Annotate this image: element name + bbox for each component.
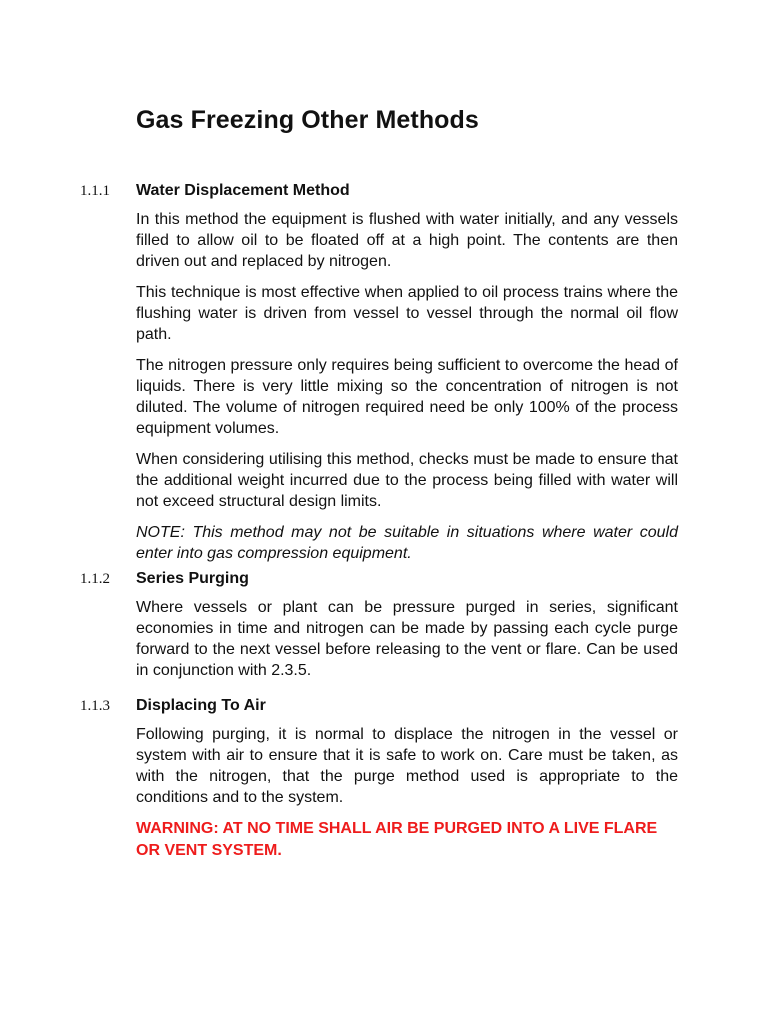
paragraph: The nitrogen pressure only requires being sufficient to overcome the head of liquids. There is very little mixing so the concentration of nitrogen is not diluted. The volume of nitrogen required need be only 100% of the process equipment volumes. bbox=[136, 357, 678, 437]
page-title: Gas Freezing Other Methods bbox=[136, 106, 479, 134]
section-body bbox=[136, 209, 678, 574]
paragraph: In this method the equipment is flushed with water initially, and any vessels filled to allow oil to be floated off at a high point. The contents are then driven out and replaced by nitrogen. bbox=[136, 211, 678, 270]
paragraph: Where vessels or plant can be pressure purged in series, significant economies in time and nitrogen can be made by passing each cycle purge forward to the next vessel before releasing to the vent or flare. Can be used in conjunction with 2.3.5. bbox=[136, 599, 678, 679]
paragraph: This technique is most effective when applied to oil process trains where the flushing water is driven from vessel to vessel through the normal oil flow path. bbox=[136, 284, 678, 343]
section-body bbox=[136, 724, 678, 872]
section-number: 1.1.3 bbox=[80, 698, 110, 714]
section-heading: Series Purging bbox=[136, 570, 249, 587]
paragraph: Following purging, it is normal to displace the nitrogen in the vessel or system with air to ensure that it is safe to work on. Care must be taken, as with the nitrogen, that the purge method used is appropriate to the conditions and to the system. bbox=[136, 726, 678, 806]
section-body bbox=[136, 597, 678, 691]
paragraph: When considering utilising this method, checks must be made to ensure that the additional weight incurred due to the process being filled with water will not exceed structural design limits. bbox=[136, 451, 678, 510]
section-number: 1.1.2 bbox=[80, 571, 110, 587]
section-heading: Water Displacement Method bbox=[136, 182, 350, 199]
note-paragraph: NOTE: This method may not be suitable in situations where water could enter into gas compression equipment. bbox=[136, 524, 678, 562]
section-heading: Displacing To Air bbox=[136, 697, 266, 714]
warning-text: WARNING: AT NO TIME SHALL AIR BE PURGED INTO A LIVE FLARE OR VENT SYSTEM. bbox=[136, 820, 658, 859]
section-number: 1.1.1 bbox=[80, 183, 110, 199]
